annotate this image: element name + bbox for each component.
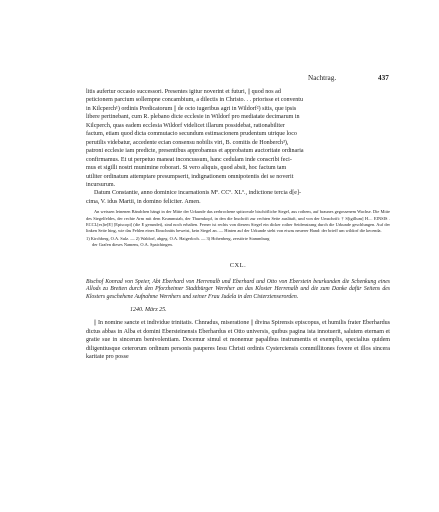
text-line: libere pertinebant, cum R. plebano dicte ecclesie in Wildorf pro mediatate decimarum in — [86, 114, 300, 121]
text-line: patroni ecclesie iam predicte, presentibus approbamus et approbatum auctoritate ordinaria — [86, 148, 304, 155]
text-line: utiliter ordinatum attemptare presumpserit, indignationem omnipotentis dei se noverit — [86, 173, 294, 180]
text-line: Kilcperch, quas eadem ecclesia Wildorf videlicet illarum possidebat, rationabiliter — [86, 122, 285, 129]
footnote-line: der Grafen dieses Namens, O.A. Spaichingen. — [92, 242, 173, 248]
text-line: litis aufertur occasio successori. Presentes igitur noverint et futuri, || quod nos ad — [86, 89, 281, 95]
text-line: incursurum. — [86, 181, 116, 188]
text-line: confirmamus. Et ut perpetuo maneat inconcussum, hanc cedulam inde conscribi feci- — [86, 156, 292, 163]
seal-description — [86, 209, 390, 234]
summary-text: Bischof Konrad von Speier, Abt Eberhard von Herrenalb und Eberhard und Otto von Eberstein beurkunden die Schenkung eines Allods zu Bretten durch den Pforzheimer Stadtbürger Wernher an das Kloster Herrenalb und die zum Danke dafür Seitens des Klosters geschehene Aufnahme Wernhers und seiner Frau Judela in den Cisterzienserorden. — [86, 278, 390, 301]
page-number: 437 — [378, 74, 389, 82]
running-title: Nachtrag. — [308, 74, 337, 82]
text-line: mus et sigilli nostri munimine roborari. Si vero aliquis, quod absit, hoc factum tam — [86, 165, 287, 172]
document-body — [86, 88, 390, 362]
section-number: CXL. — [229, 262, 247, 270]
charter-summary — [86, 279, 390, 302]
body-paragraph — [86, 88, 390, 206]
text-line: perutilis videbatur, accedente ecian consensu nobilis viri, B. comitis de Honberch³), — [86, 139, 289, 146]
footnote-line: 1) Kirchberg, O.A. Sulz. — 2) Waldorf, abgeg. O.A. Haigerloch. — 3) Hohenberg, zerstörte Stammburg — [86, 235, 270, 241]
text-line: peticionem parcium sollempne concambium, a dilectis in Christo. . . priorisse et conventu — [86, 97, 303, 104]
charter-paragraph: || In nomine sancte et individue trinitatis. Chnradus, miseratione || divina Spirensis episcopus, et humilis frater Eberhardus dictus abbas in Alba et domini Ebersteinensis Eberhardus et Otto universis, quibus pagina ista innotuerit, salutem eternam et gratie sue in sincerum benivolentiam. Docemur simul et monemur papalibus instrumentis et exemplis, specialius quidem diligentiusque ceterorum ordinum personis pauperes Iesu Christi ordinis Cysterciensis commillitones fovere et illos sincera karitate pro posse — [86, 320, 390, 361]
charter-dateline: 1240. März 25. — [130, 306, 167, 313]
footnote-references — [86, 236, 390, 248]
datum-line: Datum Constantie, anno dominice incarnationis Mº. CCº. XLº., indictione tercia d[e]- — [94, 190, 301, 197]
datum-line: cima, V. idus Martii, in domino feliciter. Amen. — [86, 198, 201, 205]
text-line: factum, etiam quod dicta commutacio secundum estimacionem prudentum utrique loco — [86, 131, 297, 138]
seal-description-text: An weissen leinenen Bändchen hängt in der Mitte der Urkunde das zerbrochene spitzovale bischöfliche Siegel, aus rothem, auf braunes gegossenem Wachse. Die Mitte des Siegelfeldes, der rechte Arm mit dem Krummstab, der Thurmkopf, in den die Inschrift zur rechten Seite ausläuft, und von der Umschrift: † S[igillum] H.... EINSIS . ECCL[es]ie[E] [Episcopi] (die E gerundet), sind noch erhalten. Ferner ist rechts von diesem Siegel ein dicker rother Seidenstrang durch die Urkunde geschlungen. Auf der linken Seite hing, wie das Fehlen eines Einschnitts beweist, kein Siegel an. — Hinten auf der Urkunde steht von etwas neuerer Hand: der brieff um wildorf die kecenda. — [86, 209, 390, 233]
charter-text — [86, 319, 390, 361]
text-line: in Kilcperch¹) ordinis Predicatorum || de octo iugeribus agri in Wildorf²) sitis, que ipsis — [86, 105, 297, 112]
